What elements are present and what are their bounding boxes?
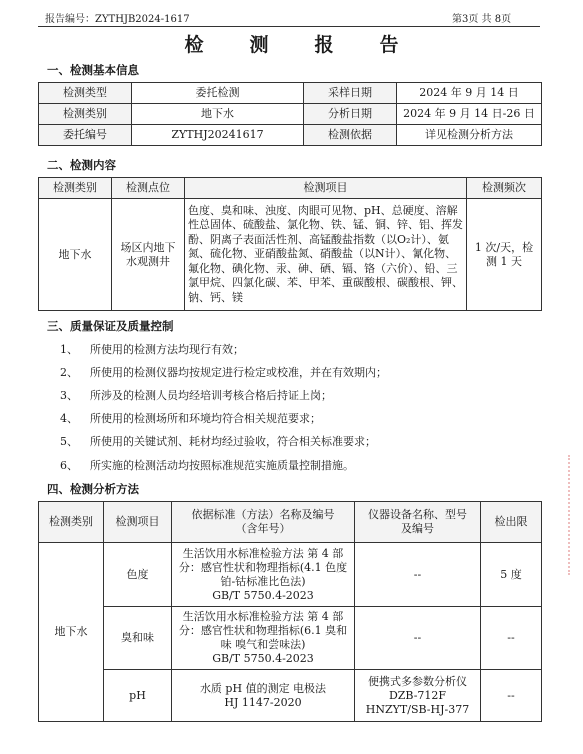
section3-title: 三、质量保证及质量控制 <box>47 319 174 333</box>
analysis-method-table <box>38 501 542 722</box>
method-name: 生活饮用水标准检验方法 第 4 部分：感官性状和物理指标(4.1 色度 铂-钴标准比色法) <box>178 546 348 588</box>
header-cell: 检测点位 <box>112 178 185 199</box>
table-header-row <box>39 178 542 199</box>
cell: 地下水 <box>39 199 112 311</box>
section2-title: 二、检测内容 <box>47 158 116 172</box>
header-cell: 检测频次 <box>467 178 542 199</box>
method-code: HJ 1147-2020 <box>224 695 302 709</box>
test-content-table <box>38 177 542 311</box>
cell: -- <box>355 543 481 607</box>
table-header-row <box>39 502 542 543</box>
method-code: GB/T 5750.4-2023 <box>212 652 314 665</box>
cell: 委托检测 <box>132 83 304 104</box>
cell: 臭和味 <box>104 607 172 670</box>
cell: 地下水 <box>39 543 104 722</box>
report-number: 报告编号：ZYTHJB2024-1617 <box>45 14 190 25</box>
table-row <box>39 125 542 146</box>
method-name: 生活饮用水标准检验方法 第 4 部分：感官性状和物理指标(6.1 臭和味 嗅气和尝味法) <box>178 610 348 651</box>
cell: -- <box>481 670 542 722</box>
seal-stamp-edge <box>568 455 582 575</box>
cell: pH <box>104 670 172 722</box>
report-title: 检测报告 <box>184 34 445 56</box>
qa-item: 3、 所涉及的检测人员均经培训考核合格后持证上岗； <box>60 389 332 402</box>
qa-item: 2、 所使用的检测仪器均按规定进行检定或校准，并在有效期内； <box>60 366 387 379</box>
header-cell: 依据标准（方法）名称及编号（含年号） <box>172 502 355 543</box>
cell: 详见检测分析方法 <box>397 125 542 146</box>
table-row <box>39 607 542 670</box>
cell: 检测类别 <box>39 104 132 125</box>
header-cell: 检测类别 <box>39 178 112 199</box>
method-name: 水质 pH 值的测定 电极法 <box>199 681 327 695</box>
table-row <box>39 83 542 104</box>
cell <box>172 543 355 607</box>
header-cell: 检测类别 <box>39 502 104 543</box>
cell: 委托编号 <box>39 125 132 146</box>
page-info: 第3页 共 8页 <box>452 14 512 25</box>
cell: 2024 年 9 月 14 日-26 日 <box>397 104 542 125</box>
cell: 色度、臭和味、浊度、肉眼可见物、pH、总硬度、溶解性总固体、硫酸盐、氯化物、铁、锰、铜、锌、铝、挥发酚、阴离子表面活性剂、高锰酸盐指数（以O₂计）、氨氮、硫化物、亚硝酸盐氮、硝酸盐（以N计）、氰化物、氟化物、碘化物、汞、砷、硒、镉、铬（六价）、铅、三氯甲烷、四氯化碳、苯、甲苯、重碳酸根、碳酸根、钾、钠、钙、镁 <box>185 199 467 311</box>
qa-item: 4、 所使用的检测场所和环境均符合相关规范要求； <box>60 412 321 425</box>
header-cell: 检出限 <box>481 502 542 543</box>
cell: 2024 年 9 月 14 日 <box>397 83 542 104</box>
table-row <box>39 104 542 125</box>
cell: 5 度 <box>481 543 542 607</box>
cell: 采样日期 <box>304 83 397 104</box>
cell: 色度 <box>104 543 172 607</box>
cell: 1 次/天，检测 1 天 <box>467 199 542 311</box>
cell: -- <box>355 607 481 670</box>
header-cell: 检测项目 <box>185 178 467 199</box>
section4-title: 四、检测分析方法 <box>47 482 139 496</box>
cell: -- <box>481 607 542 670</box>
section1-title: 一、检测基本信息 <box>47 63 139 77</box>
header-cell: 仪器设备名称、型号及编号 <box>355 502 481 543</box>
method-code: GB/T 5750.4-2023 <box>212 588 314 602</box>
cell <box>172 670 355 722</box>
cell: 地下水 <box>132 104 304 125</box>
cell: 检测类型 <box>39 83 132 104</box>
cell: ZYTHJ20241617 <box>132 125 304 146</box>
cell <box>172 607 355 670</box>
header-cell: 检测项目 <box>104 502 172 543</box>
cell: 分析日期 <box>304 104 397 125</box>
cell: 场区内地下水观测井 <box>112 199 185 311</box>
basic-info-table <box>38 82 542 146</box>
qa-item: 5、 所使用的关键试剂、耗材均经过验收，符合相关标准要求； <box>60 435 376 448</box>
qa-item: 6、 所实施的检测活动均按照标准规范实施质量控制措施。 <box>60 459 354 472</box>
qa-item: 1、 所使用的检测方法均现行有效； <box>60 343 244 356</box>
cell: 便携式多参数分析仪 DZB-712F HNZYT/SB-HJ-377 <box>355 670 481 722</box>
cell: 检测依据 <box>304 125 397 146</box>
table-row <box>39 543 542 607</box>
header-divider <box>38 26 540 27</box>
table-row <box>39 199 542 311</box>
table-row <box>39 670 542 722</box>
